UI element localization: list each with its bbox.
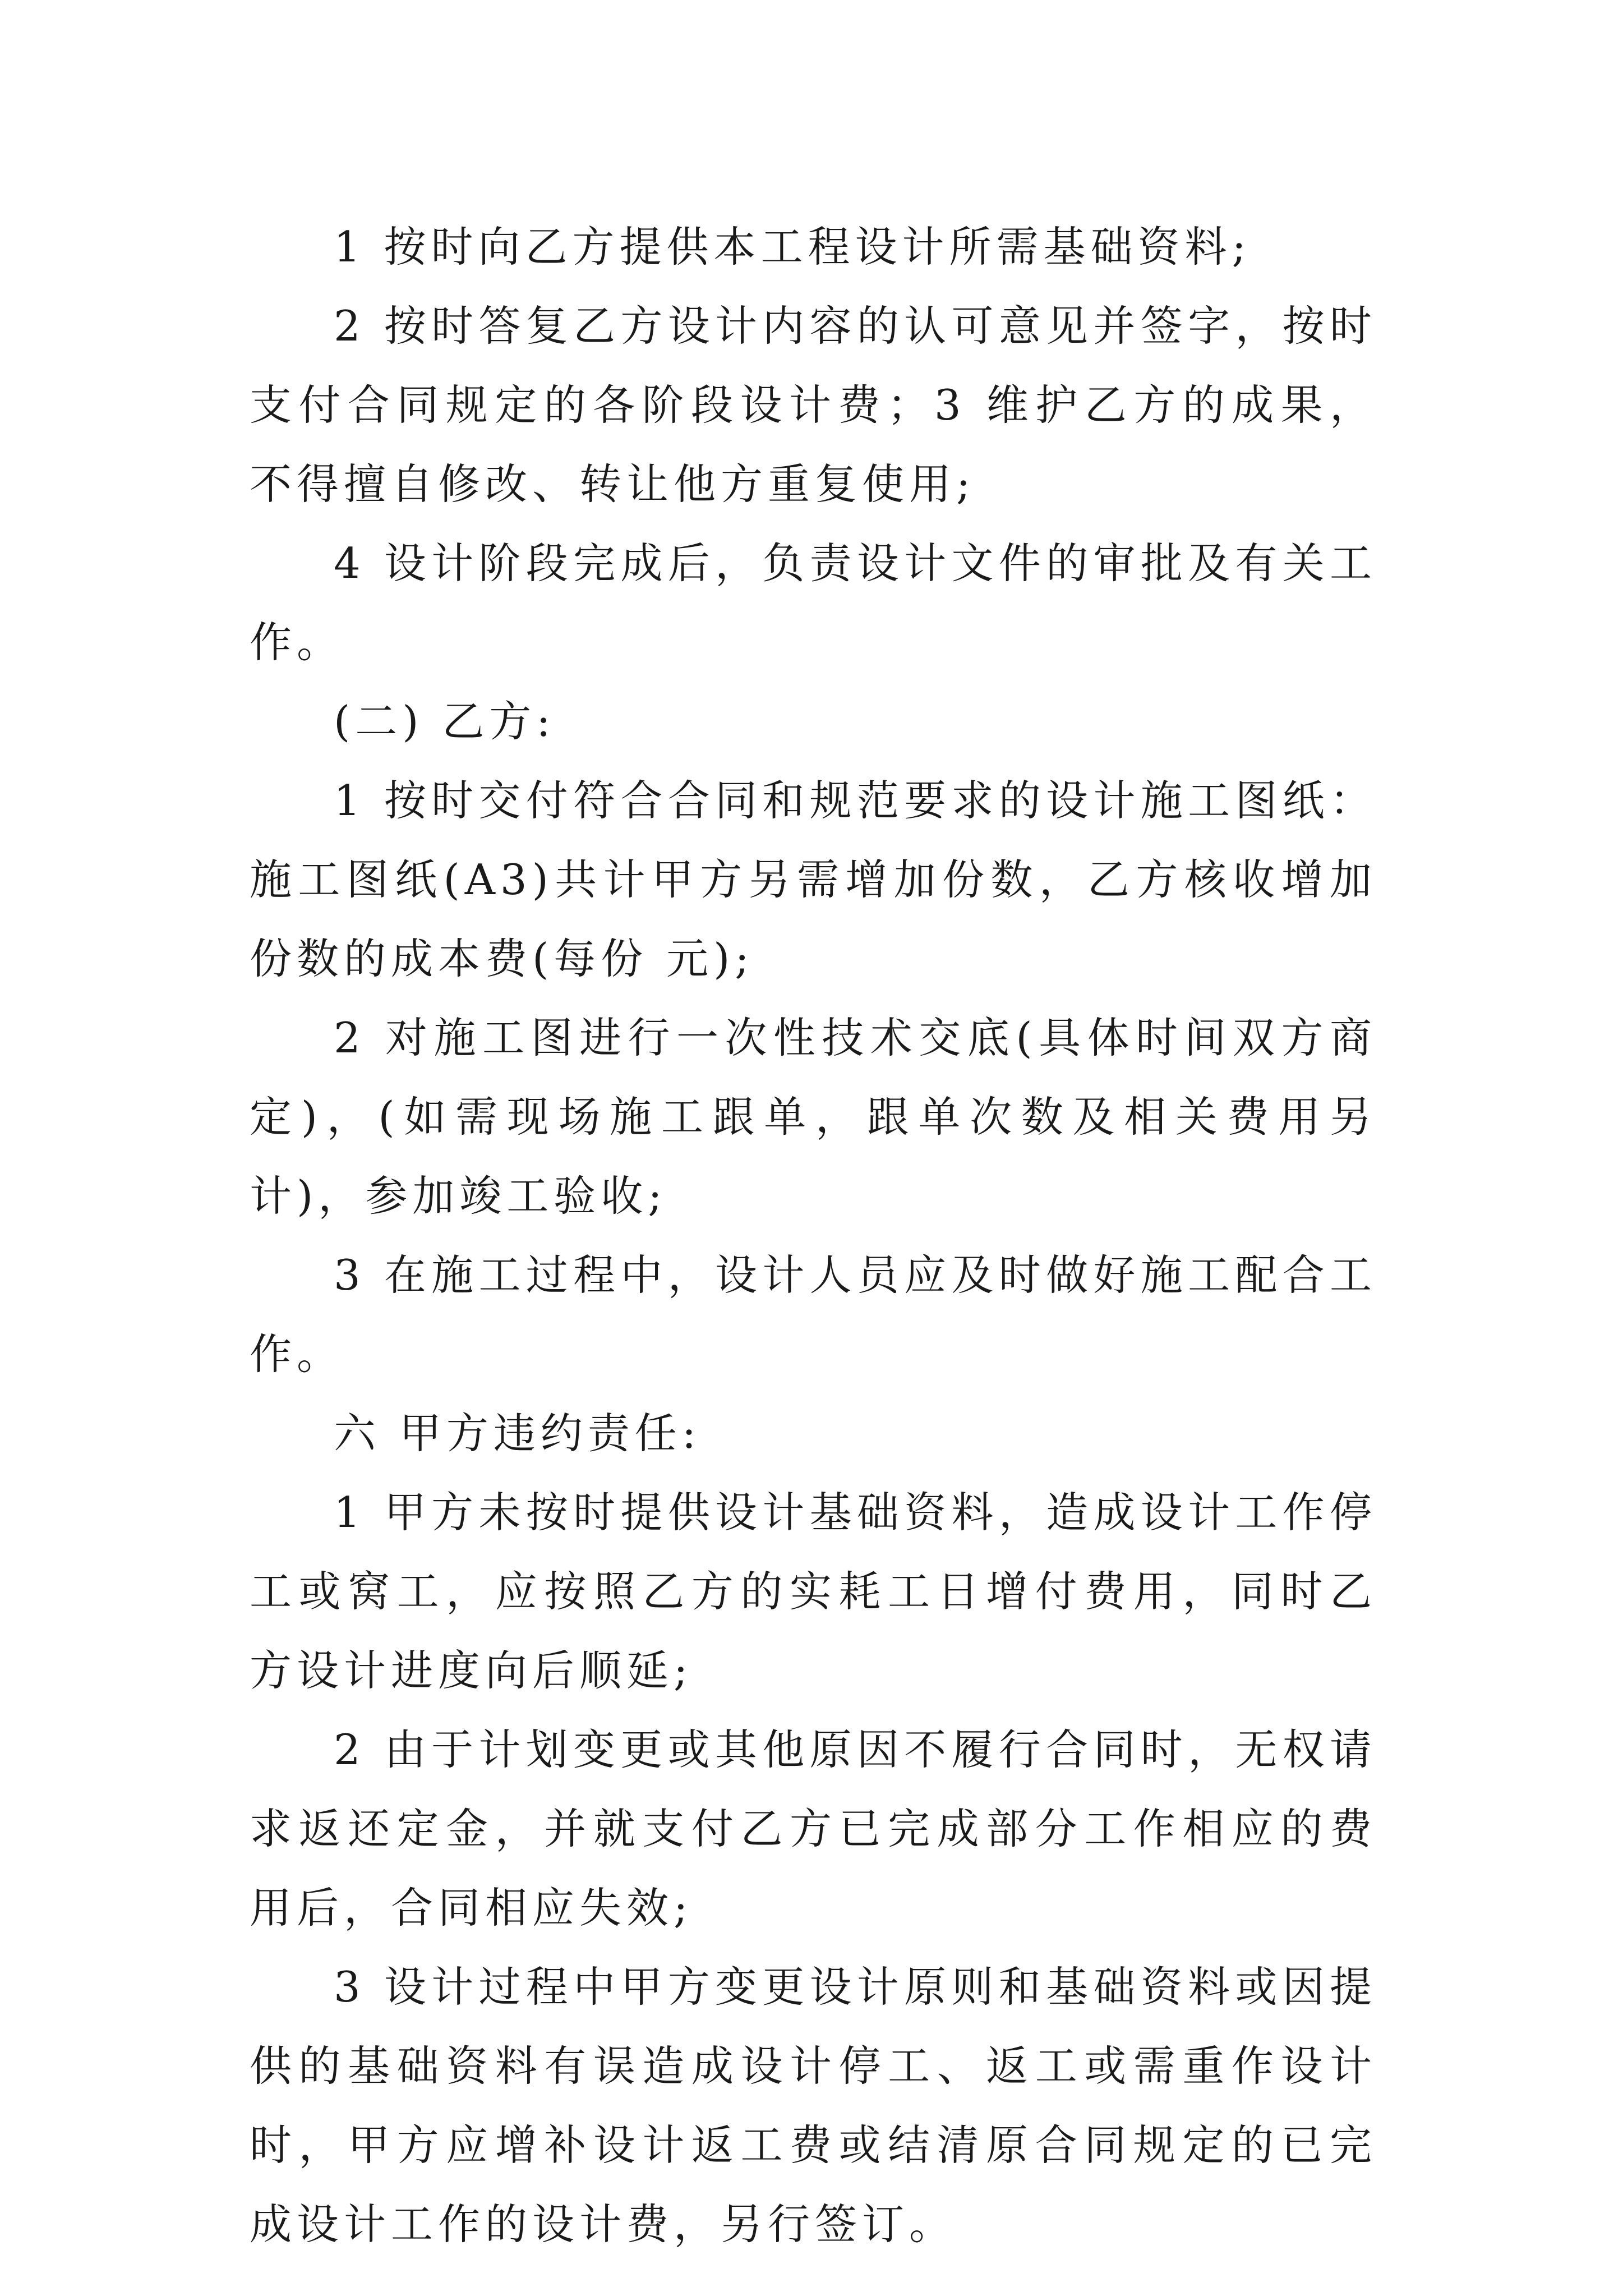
section-heading: (二) 乙方:	[334, 697, 556, 746]
paragraph: 1 按时交付符合合同和规范要求的设计施工图纸：施工图纸(A3)共计甲方另需增加份数，乙方核收增加份数的成本费(每份 元);	[250, 776, 1377, 983]
paragraph: 2 按时答复乙方设计内容的认可意见并签字，按时支付合同规定的各阶段设计费；3 维护乙方的成果，不得擅自修改、转让他方重复使用;	[250, 301, 1377, 509]
paragraph: 3 设计过程中甲方变更设计原则和基础资料或因提供的基础资料有误造成设计停工、返工或需重作设计时，甲方应增补设计返工费或结清原合同规定的已完成设计工作的设计费，另行签订。	[250, 1962, 1377, 2249]
paragraph: 2 对施工图进行一次性技术交底(具体时间双方商定)，(如需现场施工跟单，跟单次数及相关费用另计)，参加竣工验收;	[250, 1013, 1377, 1221]
section-heading: 六 甲方违约责任:	[334, 1409, 702, 1458]
document-body	[250, 208, 1377, 2264]
paragraph: 1 按时向乙方提供本工程设计所需基础资料;	[334, 222, 1251, 272]
paragraph: 3 在施工过程中，设计人员应及时做好施工配合工作。	[250, 1250, 1377, 1379]
paragraph: 1 甲方未按时提供设计基础资料，造成设计工作停工或窝工，应按照乙方的实耗工日增付费用，同时乙方设计进度向后顺延;	[250, 1488, 1377, 1695]
paragraph: 2 由于计划变更或其他原因不履行合同时，无权请求返还定金，并就支付乙方已完成部分工作相应的费用后，合同相应失效;	[250, 1725, 1377, 1932]
paragraph: 4 设计阶段完成后，负责设计文件的审批及有关工作。	[250, 539, 1377, 667]
